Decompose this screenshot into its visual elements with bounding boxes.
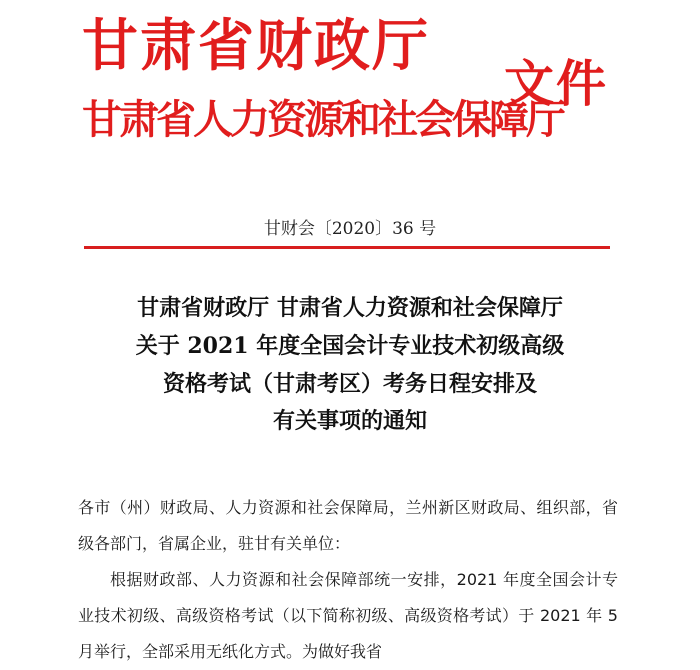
title-line: 关于 2021 年度全国会计专业技术初级高级 [135, 332, 565, 359]
title-line: 资格考试（甘肃考区）考务日程安排及 [162, 370, 537, 397]
body-paragraph: 根据财政部、人力资源和社会保障部统一安排，2021 年度全国会计专业技术初级、高级资格考试（以下简称初级、高级资格考试）于 2021 年 5 月举行，全部采用无纸化方式。为做好我省 [78, 570, 618, 661]
document-type-label: 文件 [504, 55, 608, 113]
notice-body [78, 490, 618, 670]
title-line: 有关事项的通知 [272, 408, 427, 435]
addressee-paragraph: 各市（州）财政局、人力资源和社会保障局，兰州新区财政局、组织部，省级各部门，省属企业，驻甘有关单位： [78, 498, 618, 553]
document-number: 甘财会〔2020〕36 号 [263, 219, 437, 239]
issuer-hr-dept: 甘肃省人力资源和社会保障厅 [82, 97, 563, 143]
notice-title [60, 290, 640, 441]
issuer-finance-dept: 甘肃省财政厅 [82, 14, 430, 79]
red-divider-line [84, 246, 610, 249]
title-line: 甘肃省财政厅 甘肃省人力资源和社会保障厅 [137, 295, 563, 321]
